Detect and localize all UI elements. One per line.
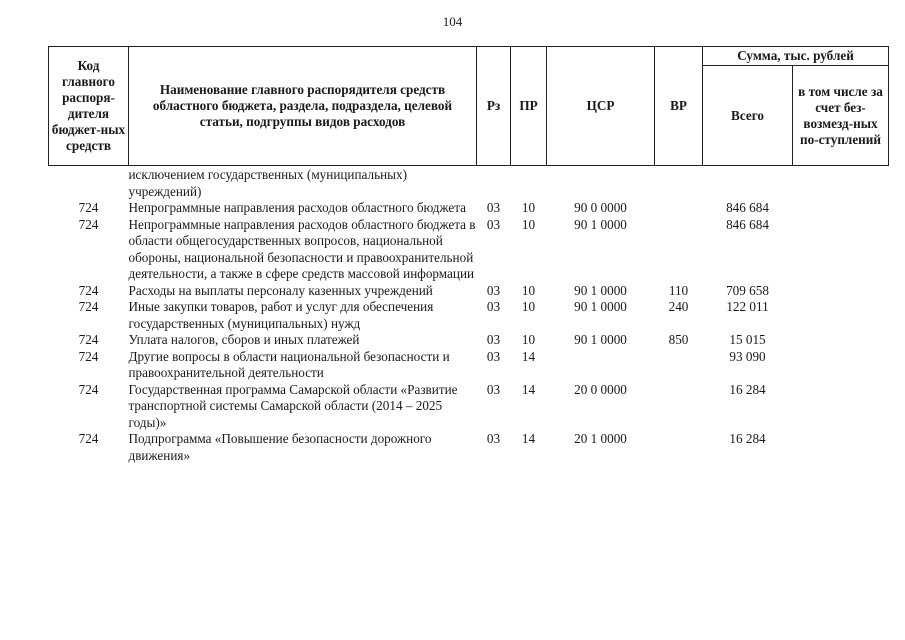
cell-name: Государственная программа Самарской области «Развитие транспортной системы Самарской области (2014 – 2025 годы)» (128, 381, 458, 430)
cell-total: 93 090 (729, 348, 766, 364)
cell-pr: 10 (521, 332, 536, 347)
cell-name: Иные закупки товаров, работ и услуг для обеспечения государственных (муниципальных) нужд (128, 299, 434, 331)
table-row (49, 382, 889, 432)
header-code: Код главного распоря-дителя бюджет-ных средств (49, 47, 129, 166)
header-pr: ПР (511, 47, 547, 166)
cell-total: 122 011 (726, 299, 769, 314)
cell-vr (655, 166, 703, 201)
table-row (49, 349, 889, 382)
cell-free (793, 349, 889, 382)
cell-vr (655, 217, 703, 283)
cell-vr: 240 (668, 299, 689, 314)
cell-rz: 03 (486, 299, 501, 314)
cell-code: 724 (78, 332, 99, 347)
cell-pr: 10 (521, 299, 536, 314)
cell-free (793, 283, 889, 300)
cell-rz: 03 (486, 431, 501, 446)
cell-free (793, 299, 889, 332)
cell-total: 709 658 (726, 282, 769, 298)
cell-csr (547, 349, 655, 382)
cell-rz: 03 (486, 332, 501, 347)
table-row (49, 200, 889, 217)
cell-free (793, 217, 889, 283)
table-body (49, 166, 889, 465)
cell-pr: 14 (521, 348, 536, 364)
table-row (49, 332, 889, 349)
cell-total: 846 684 (726, 200, 769, 215)
cell-csr: 90 1 0000 (574, 282, 627, 298)
cell-name: Подпрограмма «Повышение безопасности дорожного движения» (128, 431, 432, 463)
cell-csr: 90 1 0000 (574, 332, 627, 347)
table-row (49, 299, 889, 332)
cell-code: 724 (78, 200, 99, 215)
cell-csr: 90 1 0000 (574, 216, 627, 232)
cell-pr: 14 (521, 431, 536, 446)
cell-rz (477, 166, 511, 201)
table-row (49, 431, 889, 464)
cell-csr (547, 166, 655, 201)
cell-total: 846 684 (726, 216, 769, 232)
table-header (49, 47, 889, 166)
header-free: в том числе за счет без-возмезд-ных по-ступлений (793, 66, 889, 166)
cell-free (793, 382, 889, 432)
header-name: Наименование главного распорядителя средств областного бюджета, раздела, подраздела, целевой статьи, подгруппы видов расходов (129, 47, 477, 166)
header-vr: ВР (655, 47, 703, 166)
cell-vr (655, 431, 703, 464)
cell-csr: 90 0 0000 (574, 200, 627, 215)
header-sum-group: Сумма, тыс. рублей (703, 47, 889, 66)
page-number: 104 (442, 14, 463, 29)
cell-vr (655, 349, 703, 382)
cell-pr: 14 (521, 381, 536, 397)
cell-name: Расходы на выплаты персоналу казенных учреждений (128, 282, 433, 298)
table-row (49, 217, 889, 283)
cell-rz: 03 (486, 348, 501, 364)
cell-free (793, 166, 889, 201)
cell-vr (655, 382, 703, 432)
cell-code: 724 (78, 348, 99, 364)
cell-code: 724 (78, 282, 99, 298)
cell-rz: 03 (486, 200, 501, 215)
budget-table (48, 46, 889, 464)
cell-name: Другие вопросы в области национальной безопасности и правоохранительной деятельности (128, 348, 450, 380)
cell-code: 724 (78, 381, 99, 397)
header-csr: ЦСР (547, 47, 655, 166)
cell-code: 724 (78, 216, 99, 232)
cell-free (793, 431, 889, 464)
cell-name: Уплата налогов, сборов и иных платежей (128, 332, 360, 347)
cell-vr (655, 200, 703, 217)
cell-name: Непрограммные направления расходов областного бюджета в области общегосударственных вопросов, национальной обороны, национальной безопасности и правоохранительной деятельности, а также в сфере средств массовой информации (128, 216, 476, 281)
cell-pr: 10 (521, 216, 536, 232)
cell-csr: 20 0 0000 (574, 381, 627, 397)
table-row (49, 283, 889, 300)
cell-pr: 10 (521, 200, 536, 215)
table-row (49, 166, 889, 201)
header-total: Всего (703, 66, 793, 166)
cell-total: 16 284 (729, 431, 766, 446)
cell-total (703, 166, 793, 201)
cell-code: 724 (78, 431, 99, 446)
cell-pr: 10 (521, 282, 536, 298)
cell-rz: 03 (486, 216, 501, 232)
cell-csr: 90 1 0000 (574, 299, 627, 314)
cell-name: Непрограммные направления расходов областного бюджета (128, 200, 467, 215)
cell-vr: 110 (668, 282, 689, 298)
cell-pr (511, 166, 547, 201)
cell-rz: 03 (486, 381, 501, 397)
cell-code (49, 166, 129, 201)
cell-total: 16 284 (729, 381, 766, 397)
cell-free (793, 200, 889, 217)
header-rz: Рз (477, 47, 511, 166)
cell-code: 724 (78, 299, 99, 314)
cell-name: исключением государственных (муниципальных) учреждений) (128, 167, 408, 199)
cell-vr: 850 (668, 332, 689, 347)
cell-rz: 03 (486, 282, 501, 298)
cell-total: 15 015 (729, 332, 766, 347)
cell-csr: 20 1 0000 (574, 431, 627, 446)
cell-free (793, 332, 889, 349)
